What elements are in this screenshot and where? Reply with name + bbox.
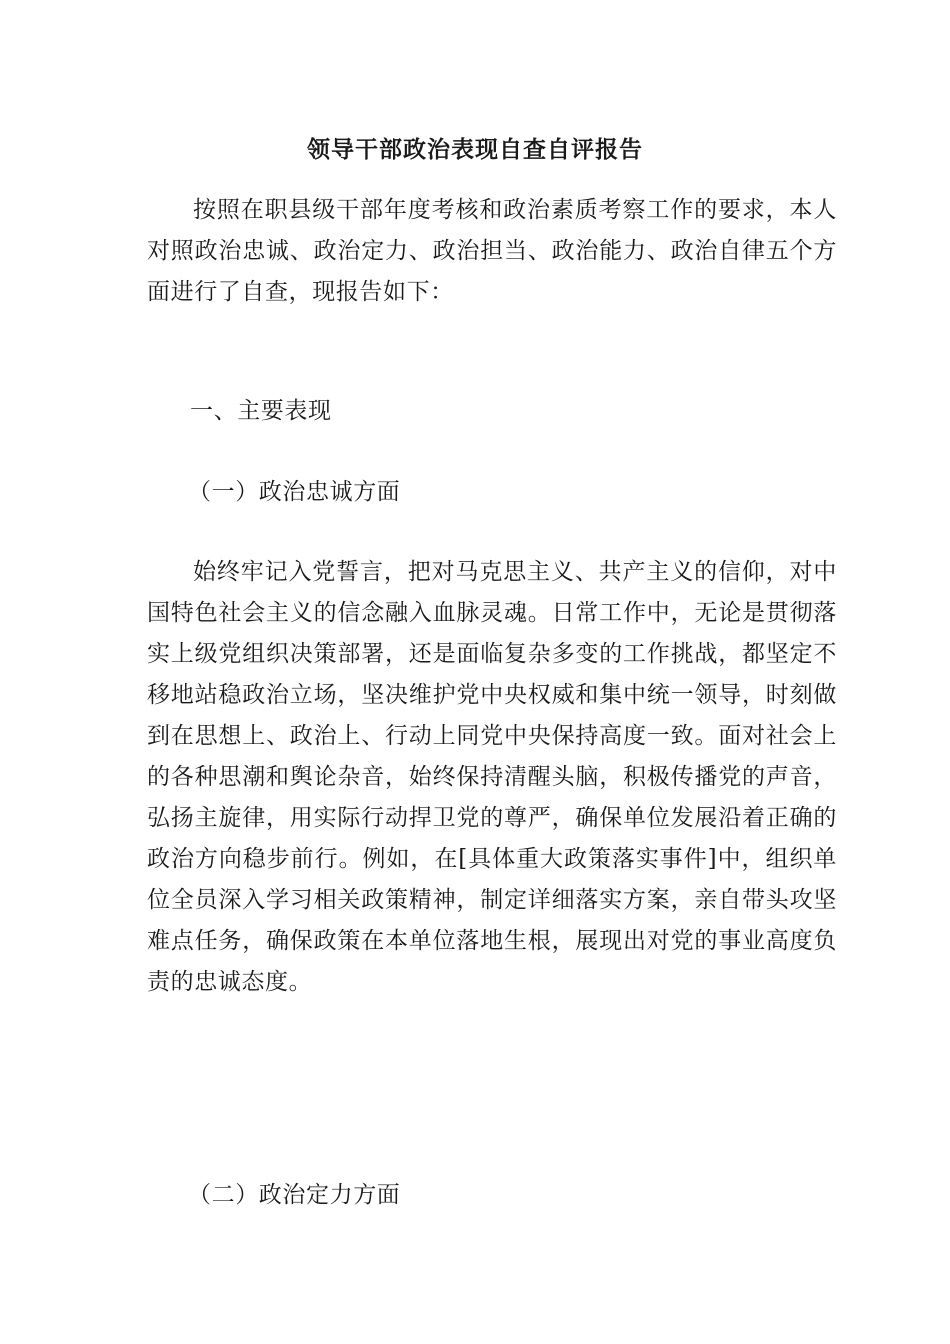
section-heading-main-performance: 一、主要表现 bbox=[190, 398, 332, 424]
subsection-heading-political-loyalty: （一）政治忠诚方面 bbox=[188, 479, 401, 505]
intro-paragraph: 按照在职县级干部年度考核和政治素质考察工作的要求，本人对照政治忠诚、政治定力、政治担当、政治能力、政治自律五个方面进行了自查，现报告如下： bbox=[147, 197, 837, 305]
subsection-heading-political-steadfastness: （二）政治定力方面 bbox=[188, 1182, 401, 1208]
document-title: 领导干部政治表现自查自评报告 bbox=[307, 137, 643, 163]
political-loyalty-paragraph: 始终牢记入党誓言，把对马克思主义、共产主义的信仰，对中国特色社会主义的信念融入血脉灵魂。日常工作中，无论是贯彻落实上级党组织决策部署，还是面临复杂多变的工作挑战，都坚定不移地站稳政治立场，坚决维护党中央权威和集中统一领导，时刻做到在思想上、政治上、行动上同党中央保持高度一致。面对社会上的各种思潮和舆论杂音，始终保持清醒头脑，积极传播党的声音，弘扬主旋律，用实际行动捍卫党的尊严，确保单位发展沿着正确的政治方向稳步前行。例如，在[具体重大政策落实事件]中，组织单位全员深入学习相关政策精神，制定详细落实方案，亲自带头攻坚难点任务，确保政策在本单位落地生根，展现出对党的事业高度负责的忠诚态度。 bbox=[147, 559, 837, 995]
